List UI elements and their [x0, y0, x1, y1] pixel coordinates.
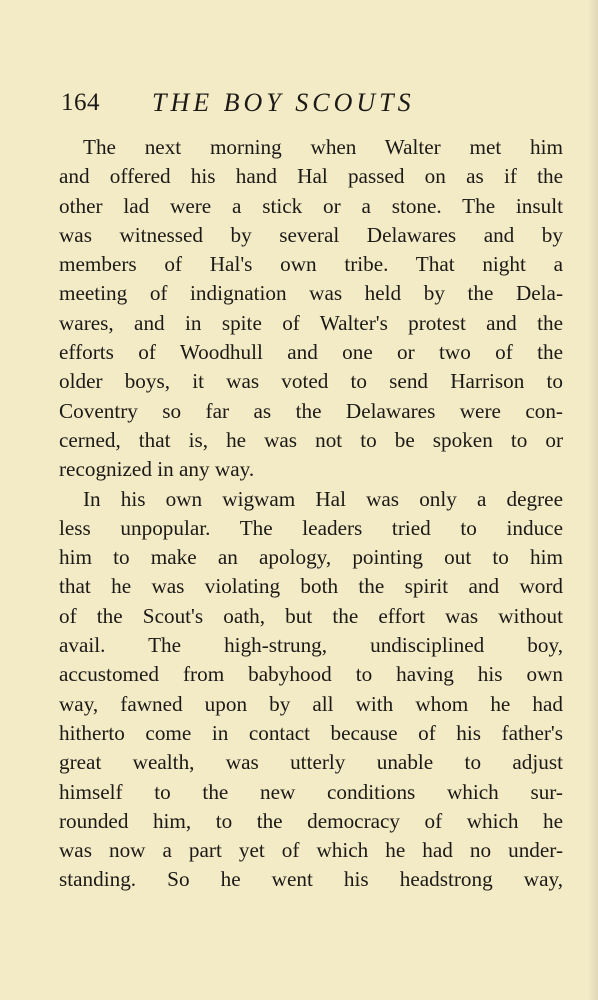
text-line: that he was violating both the spirit and word — [59, 574, 563, 599]
text-line: other lad were a stick or a stone. The insult — [59, 193, 563, 218]
paragraph-2 — [59, 485, 563, 895]
text-line: In his own wigwam Hal was only a degree — [83, 486, 563, 511]
text-line: him to make an apology, pointing out to him — [59, 545, 563, 570]
text-line: recognized in any way. — [59, 457, 255, 482]
text-line: hitherto come in contact because of his father's — [59, 720, 563, 745]
text-line: great wealth, was utterly unable to adjust — [59, 750, 563, 775]
text-line: and offered his hand Hal passed on as if the — [59, 164, 563, 189]
text-line: of the Scout's oath, but the effort was without — [59, 603, 563, 628]
text-line: avail. The high-strung, undisciplined boy, — [59, 633, 563, 658]
page-edge-shadow — [588, 0, 598, 1000]
text-line: Coventry so far as the Delawares were con- — [59, 398, 563, 423]
text-line: older boys, it was voted to send Harrison to — [59, 369, 563, 394]
text-line: cerned, that is, he was not to be spoken to or — [59, 427, 563, 452]
text-line: way, fawned upon by all with whom he had — [59, 691, 563, 716]
text-line: less unpopular. The leaders tried to induce — [59, 515, 563, 540]
text-line: accustomed from babyhood to having his own — [59, 662, 563, 687]
running-head: THE BOY SCOUTS — [152, 88, 415, 117]
page-header — [61, 88, 481, 122]
text-line: The next morning when Walter met him — [83, 135, 563, 159]
page-number: 164 — [61, 89, 100, 116]
text-line: himself to the new conditions which sur- — [59, 779, 563, 804]
text-line: was now a part yet of which he had no under- — [59, 838, 563, 863]
text-line: efforts of Woodhull and one or two of the — [59, 340, 563, 365]
text-line: wares, and in spite of Walter's protest and the — [59, 310, 563, 335]
text-line: rounded him, to the democracy of which he — [59, 808, 563, 833]
text-line: members of Hal's own tribe. That night a — [59, 252, 563, 277]
text-line: standing. So he went his headstrong way, — [59, 867, 563, 892]
body-text — [59, 133, 563, 895]
text-line: meeting of indignation was held by the Dela- — [59, 281, 563, 306]
paragraph-1 — [59, 133, 563, 485]
text-line: was witnessed by several Delawares and by — [59, 222, 563, 247]
